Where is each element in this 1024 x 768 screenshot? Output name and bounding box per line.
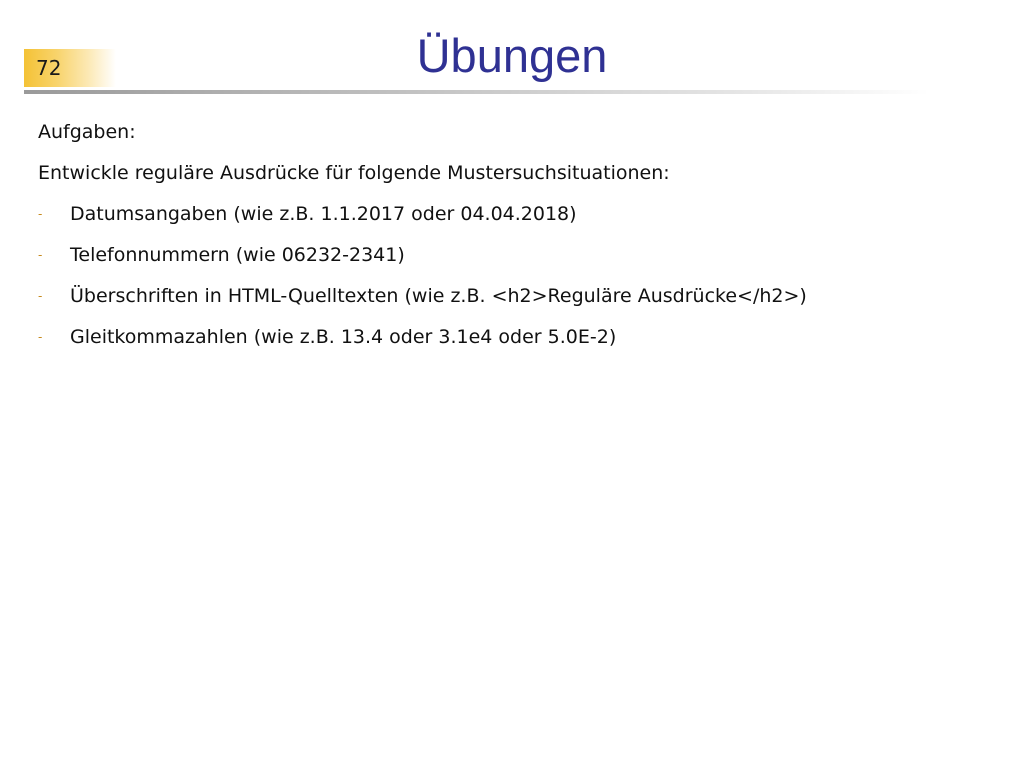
list-item [38,323,988,364]
bullet-dash-icon: - [38,330,43,344]
bullet-dash-icon: - [38,207,43,221]
list-item [38,282,988,323]
title-divider [24,90,929,94]
list-item-text: Datumsangaben (wie z.B. 1.1.2017 oder 04.04.2018) [70,203,577,225]
list-item [38,200,988,241]
tasks-intro: Entwickle reguläre Ausdrücke für folgende Mustersuchsituationen: [38,162,670,184]
slide-title: Übungen [416,29,608,82]
list-item-text: Telefonnummern (wie 06232-2341) [70,244,405,266]
list-item-text: Gleitkommazahlen (wie z.B. 13.4 oder 3.1e4 oder 5.0E-2) [70,326,617,348]
slide-body [38,118,988,364]
bullet-dash-icon: - [38,289,43,303]
list-item [38,241,988,282]
tasks-heading: Aufgaben: [38,121,136,143]
slide-number: 72 [36,56,62,80]
list-item-text: Überschriften in HTML-Quelltexten (wie z.B. <h2>Reguläre Ausdrücke</h2>) [70,285,807,307]
bullet-dash-icon: - [38,248,43,262]
